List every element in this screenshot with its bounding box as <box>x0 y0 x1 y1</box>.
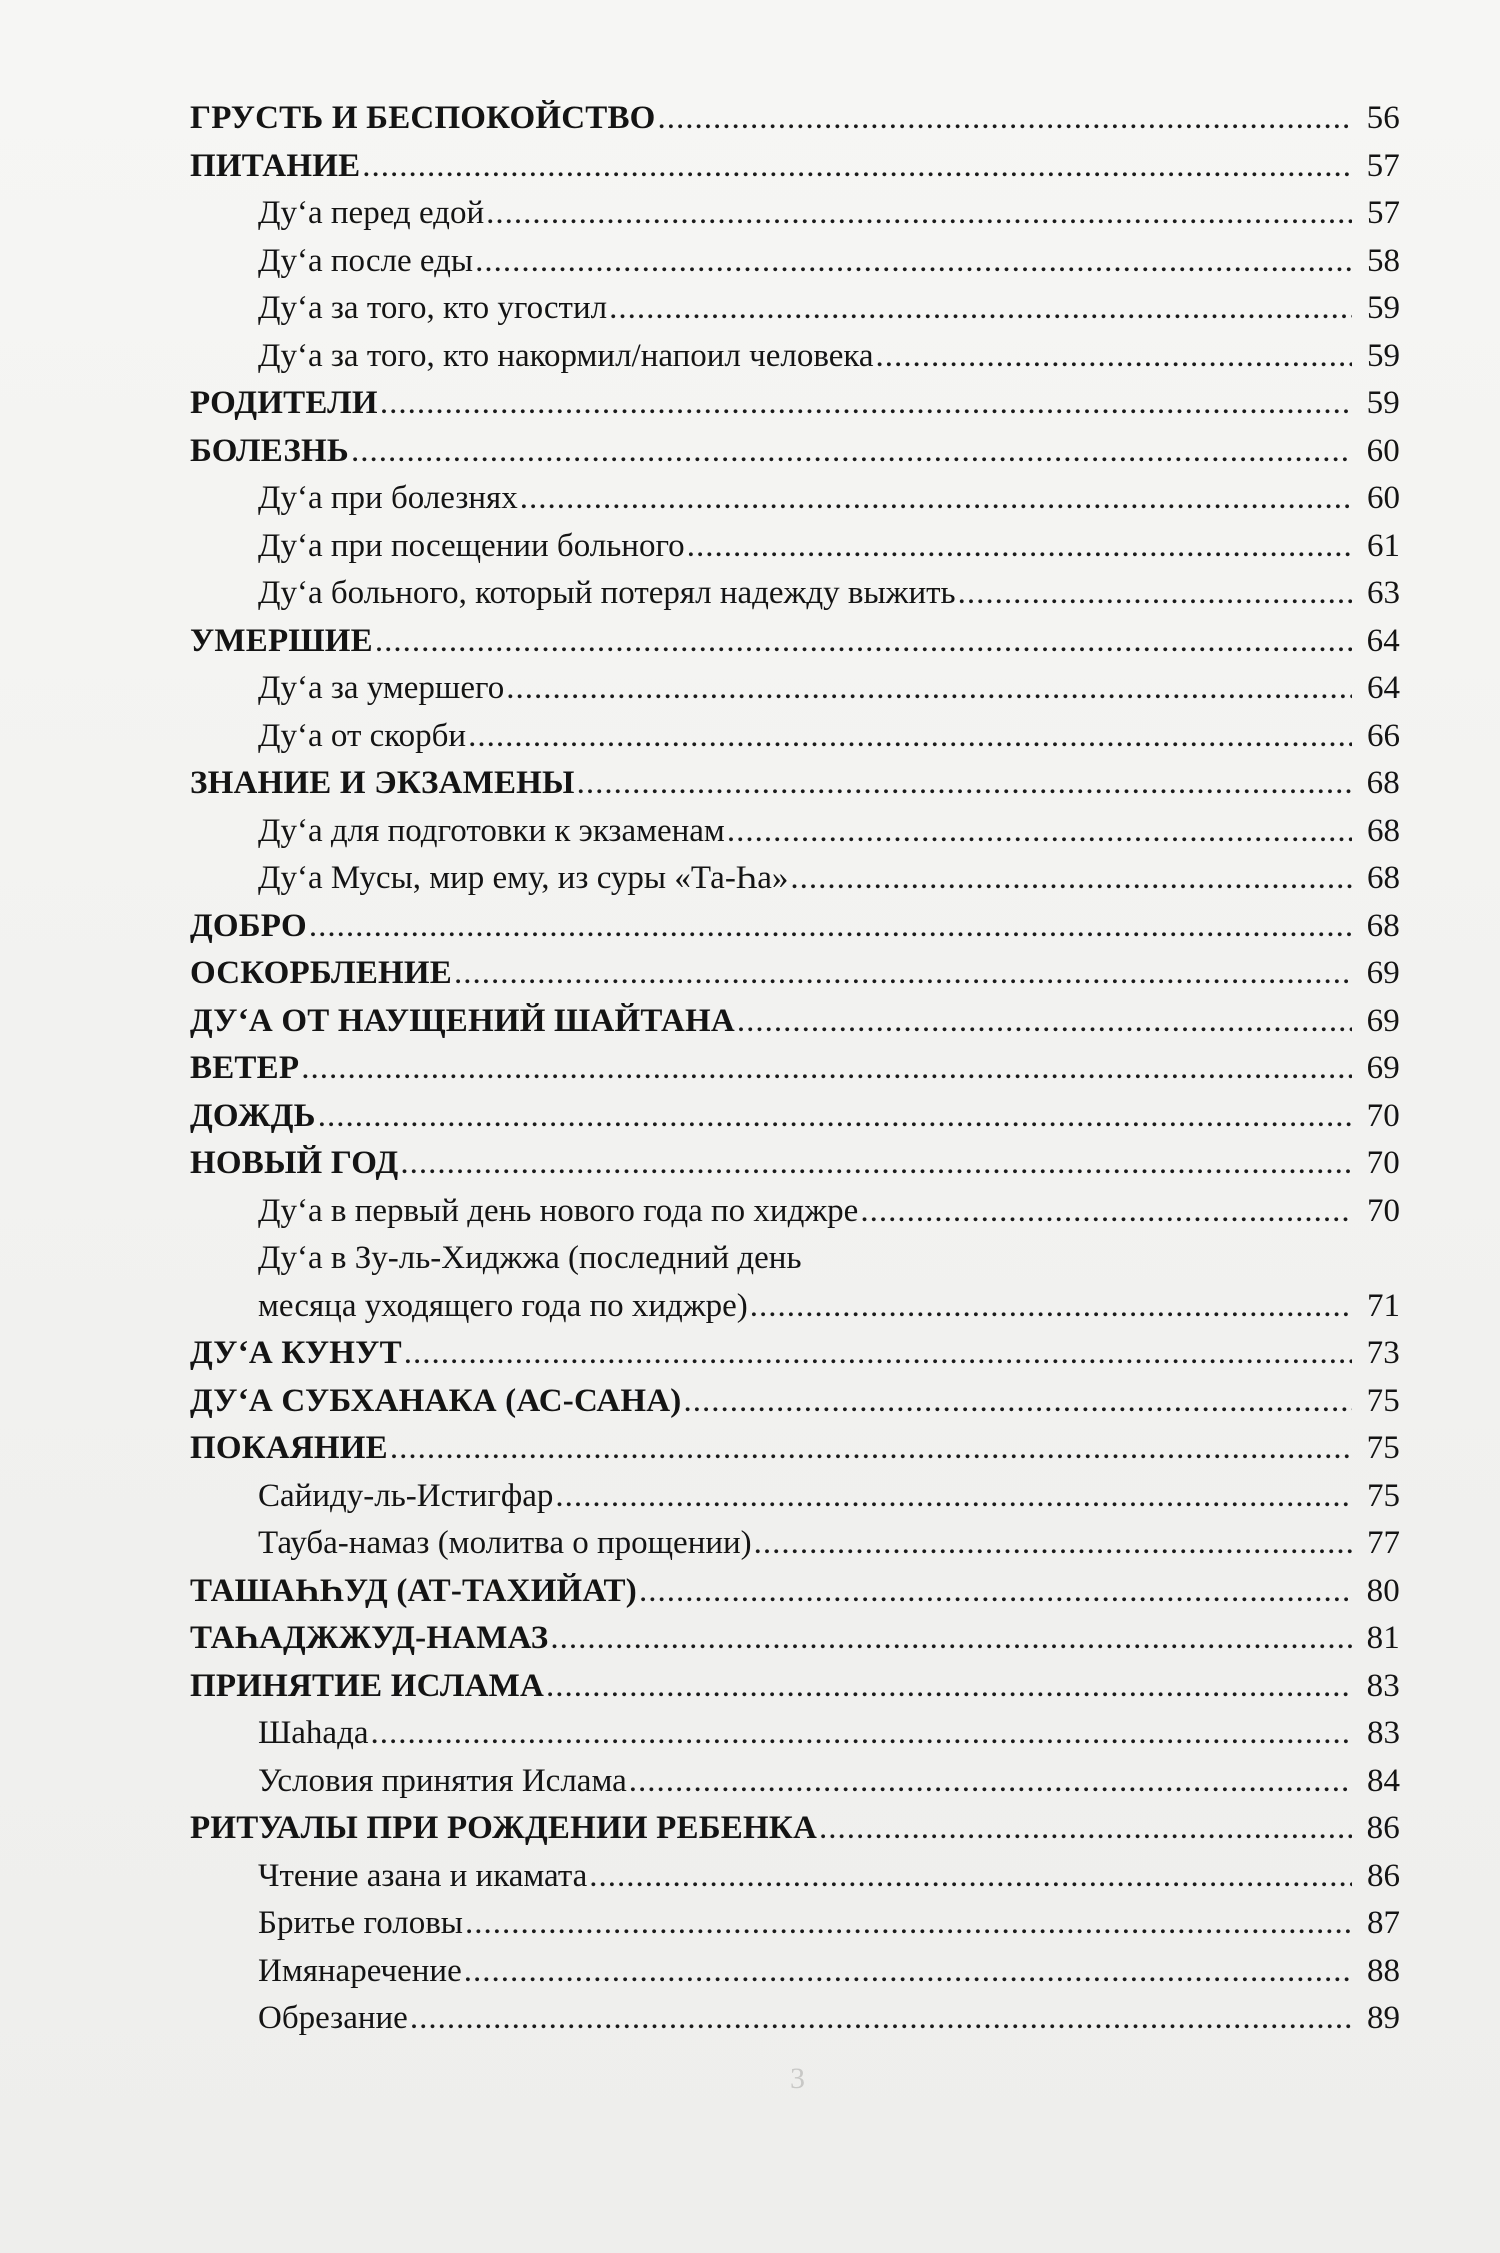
toc-section-entry <box>190 1615 1400 1663</box>
toc-entry-page: 58 <box>1367 242 1400 279</box>
toc-dot-leader <box>309 903 1352 951</box>
toc-dot-leader <box>486 190 1352 238</box>
toc-entry-title: НОВЫЙ ГОД <box>190 1145 399 1181</box>
toc-entry-page: 70 <box>1366 1097 1400 1134</box>
toc-entry-title: Шаһада <box>258 1715 369 1751</box>
toc-entry-page: 56 <box>1366 100 1400 136</box>
toc-entry-title: Ду‘а после еды <box>258 242 474 279</box>
toc-section-entry <box>190 1378 1400 1426</box>
toc-dot-leader <box>819 1805 1352 1853</box>
toc-dot-leader <box>410 1995 1352 2043</box>
toc-dot-leader <box>550 1615 1352 1663</box>
toc-subsection-entry <box>190 1520 1400 1568</box>
toc-entry-title: Ду‘а при посещении больного <box>258 527 685 564</box>
toc-subsection-entry <box>190 713 1400 761</box>
toc-entry-page: 59 <box>1366 385 1400 421</box>
toc-dot-leader <box>876 333 1352 381</box>
toc-dot-leader <box>390 1425 1352 1473</box>
toc-entry-page: 68 <box>1366 907 1400 944</box>
toc-entry-title: ОСКОРБЛЕНИЕ <box>190 955 452 991</box>
toc-dot-leader <box>790 855 1352 903</box>
toc-section-entry <box>190 380 1400 428</box>
toc-section-entry <box>190 618 1400 666</box>
toc-dot-leader <box>737 998 1352 1046</box>
toc-dot-leader <box>464 1948 1352 1996</box>
toc-entry-title: Обрезание <box>258 2000 408 2036</box>
toc-section-entry <box>190 998 1400 1046</box>
toc-dot-leader <box>555 1473 1352 1521</box>
toc-subsection-entry <box>190 475 1400 523</box>
toc-entry-title: Тауба-намаз (молитва о прощении) <box>258 1525 752 1561</box>
toc-subsection-entry <box>190 523 1400 571</box>
toc-dot-leader <box>475 238 1352 286</box>
toc-section-entry <box>190 95 1400 143</box>
toc-entry-title: Ду‘а в первый день нового года по хиджре <box>258 1192 859 1229</box>
toc-dot-leader <box>687 523 1352 571</box>
toc-dot-leader <box>375 618 1352 666</box>
toc-dot-leader <box>609 285 1352 333</box>
toc-dot-leader <box>301 1045 1352 1093</box>
toc-entry-page: 57 <box>1367 195 1400 231</box>
toc-entry-title: ТАҺАДЖЖУД-НАМАЗ <box>190 1620 549 1656</box>
toc-section-entry <box>190 1140 1400 1188</box>
toc-entry-title: ГРУСТЬ И БЕСПОКОЙСТВО <box>190 100 656 136</box>
toc-dot-leader <box>454 950 1352 998</box>
table-of-contents <box>190 95 1400 2043</box>
toc-subsection-entry <box>190 1758 1400 1806</box>
toc-subsection-entry <box>190 1283 1400 1331</box>
toc-dot-leader <box>546 1663 1352 1711</box>
toc-subsection-entry <box>190 808 1400 856</box>
toc-entry-title: Имянаречение <box>258 1952 462 1989</box>
toc-entry-title: ДУ‘А СУБХАНАКА (АС-САНА) <box>190 1382 682 1419</box>
toc-entry-title: ТАШАҺҺУД (АТ-ТАХИЙАТ) <box>190 1572 637 1609</box>
toc-entry-page: 71 <box>1367 1287 1400 1324</box>
toc-section-entry <box>190 1568 1400 1616</box>
toc-entry-page: 75 <box>1367 1477 1400 1514</box>
toc-entry-page: 68 <box>1366 765 1400 801</box>
toc-entry-page: 64 <box>1366 622 1400 659</box>
toc-subsection-entry <box>190 238 1400 286</box>
toc-dot-leader <box>860 1188 1352 1236</box>
toc-entry-title: ПРИНЯТИЕ ИСЛАМА <box>190 1667 545 1704</box>
toc-entry-title: Ду‘а при болезнях <box>258 480 518 516</box>
toc-section-entry <box>190 1805 1400 1853</box>
toc-subsection-entry <box>190 333 1400 381</box>
toc-entry-title: Ду‘а за того, кто накормил/напоил человека <box>258 337 874 374</box>
toc-entry-page: 75 <box>1366 1382 1400 1419</box>
toc-entry-page: 66 <box>1367 717 1400 754</box>
toc-dot-leader <box>658 95 1352 143</box>
toc-entry-page: 63 <box>1367 575 1400 611</box>
toc-subsection-entry <box>190 1853 1400 1901</box>
toc-entry-page: 60 <box>1366 432 1400 469</box>
toc-subsection-entry <box>190 570 1400 618</box>
toc-entry-title: Ду‘а в Зу-ль-Хиджжа (последний день <box>258 1240 802 1276</box>
toc-dot-leader <box>750 1283 1352 1331</box>
toc-dot-leader <box>958 570 1352 618</box>
toc-subsection-entry <box>190 855 1400 903</box>
toc-entry-page: 83 <box>1366 1667 1400 1704</box>
toc-dot-leader <box>629 1758 1352 1806</box>
toc-entry-title: ДОБРО <box>190 907 307 944</box>
toc-entry-page: 88 <box>1367 1952 1400 1989</box>
toc-subsection-entry <box>190 1948 1400 1996</box>
toc-dot-leader <box>520 475 1352 523</box>
toc-dot-leader <box>754 1520 1352 1568</box>
toc-entry-page: 77 <box>1367 1525 1400 1561</box>
toc-entry-title: ПОКАЯНИЕ <box>190 1430 388 1466</box>
toc-entry-page: 89 <box>1367 2000 1400 2036</box>
toc-entry-title: Ду‘а за умершего <box>258 670 505 706</box>
toc-entry-title: ДУ‘А КУНУТ <box>190 1335 402 1371</box>
toc-entry-page: 60 <box>1367 480 1400 516</box>
toc-dot-leader <box>400 1140 1352 1188</box>
toc-entry-page: 68 <box>1367 812 1400 849</box>
toc-entry-title: Ду‘а перед едой <box>258 195 485 231</box>
toc-entry-title: Чтение азана и икамата <box>258 1857 588 1894</box>
toc-entry-title: РИТУАЛЫ ПРИ РОЖДЕНИИ РЕБЕНКА <box>190 1810 818 1846</box>
toc-dot-leader <box>727 808 1352 856</box>
toc-entry-page: 86 <box>1366 1810 1400 1846</box>
toc-entry-title: УМЕРШИЕ <box>190 622 373 659</box>
toc-entry-title: ВЕТЕР <box>190 1050 300 1086</box>
toc-subsection-entry <box>190 1235 1400 1283</box>
toc-section-entry <box>190 903 1400 951</box>
toc-dot-leader <box>371 1710 1352 1758</box>
toc-entry-page: 75 <box>1366 1430 1400 1466</box>
toc-entry-title: Бритье головы <box>258 1905 463 1941</box>
toc-entry-page: 80 <box>1366 1572 1400 1609</box>
toc-section-entry <box>190 1425 1400 1473</box>
toc-subsection-entry <box>190 190 1400 238</box>
toc-subsection-entry <box>190 1710 1400 1758</box>
toc-section-entry <box>190 1045 1400 1093</box>
toc-entry-page: 59 <box>1367 290 1400 326</box>
toc-section-entry <box>190 1663 1400 1711</box>
toc-section-entry <box>190 428 1400 476</box>
toc-entry-title: ДУ‘А ОТ НАУЩЕНИЙ ШАЙТАНА <box>190 1002 735 1039</box>
toc-dot-leader <box>318 1093 1352 1141</box>
toc-dot-leader <box>639 1568 1352 1616</box>
toc-entry-title: БОЛЕЗНЬ <box>190 432 349 469</box>
toc-dot-leader <box>362 143 1352 191</box>
toc-entry-page: 70 <box>1366 1145 1400 1181</box>
toc-entry-page: 57 <box>1366 147 1400 184</box>
toc-entry-page: 87 <box>1367 1905 1400 1941</box>
toc-entry-page: 81 <box>1366 1620 1400 1656</box>
toc-dot-leader <box>684 1378 1353 1426</box>
toc-entry-title: Ду‘а для подготовки к экзаменам <box>258 812 725 849</box>
toc-entry-title: Ду‘а больного, который потерял надежду выжить <box>258 575 956 611</box>
toc-subsection-entry <box>190 285 1400 333</box>
page-number: 3 <box>790 2062 805 2095</box>
toc-subsection-entry <box>190 1900 1400 1948</box>
toc-entry-page: 73 <box>1366 1335 1400 1371</box>
toc-section-entry <box>190 760 1400 808</box>
toc-dot-leader <box>404 1330 1352 1378</box>
toc-subsection-entry <box>190 1188 1400 1236</box>
toc-dot-leader <box>506 665 1352 713</box>
toc-entry-page: 83 <box>1367 1715 1400 1751</box>
toc-subsection-entry <box>190 1473 1400 1521</box>
toc-entry-page: 61 <box>1367 527 1400 564</box>
toc-entry-page: 68 <box>1367 860 1400 896</box>
toc-entry-page: 84 <box>1367 1762 1400 1799</box>
toc-entry-title: Условия принятия Ислама <box>258 1762 627 1799</box>
toc-entry-page: 86 <box>1367 1857 1400 1894</box>
toc-dot-leader <box>589 1853 1352 1901</box>
toc-dot-leader <box>465 1900 1352 1948</box>
toc-entry-title: ЗНАНИЕ И ЭКЗАМЕНЫ <box>190 765 575 801</box>
toc-section-entry <box>190 1330 1400 1378</box>
toc-entry-page: 69 <box>1366 1002 1400 1039</box>
toc-entry-title: ПИТАНИЕ <box>190 147 361 184</box>
toc-entry-title: месяца уходящего года по хиджре) <box>258 1287 748 1324</box>
toc-entry-page: 59 <box>1367 337 1400 374</box>
toc-section-entry <box>190 1093 1400 1141</box>
toc-entry-title: Ду‘а от скорби <box>258 717 467 754</box>
toc-subsection-entry <box>190 665 1400 713</box>
toc-entry-title: РОДИТЕЛИ <box>190 385 378 421</box>
toc-entry-title: ДОЖДЬ <box>190 1097 316 1134</box>
toc-entry-title: Сайиду-ль-Истигфар <box>258 1477 554 1514</box>
toc-entry-page: 69 <box>1366 955 1400 991</box>
toc-dot-leader <box>351 428 1352 476</box>
toc-dot-leader <box>380 380 1352 428</box>
toc-dot-leader <box>468 713 1352 761</box>
toc-subsection-entry <box>190 1995 1400 2043</box>
toc-entry-page: 69 <box>1366 1050 1400 1086</box>
toc-entry-title: Ду‘а Мусы, мир ему, из суры «Та-Һа» <box>258 860 789 896</box>
toc-dot-leader <box>577 760 1352 808</box>
toc-entry-page: 64 <box>1367 670 1400 706</box>
toc-entry-page: 70 <box>1367 1192 1400 1229</box>
toc-section-entry <box>190 950 1400 998</box>
toc-entry-title: Ду‘а за того, кто угостил <box>258 290 608 326</box>
toc-section-entry <box>190 143 1400 191</box>
